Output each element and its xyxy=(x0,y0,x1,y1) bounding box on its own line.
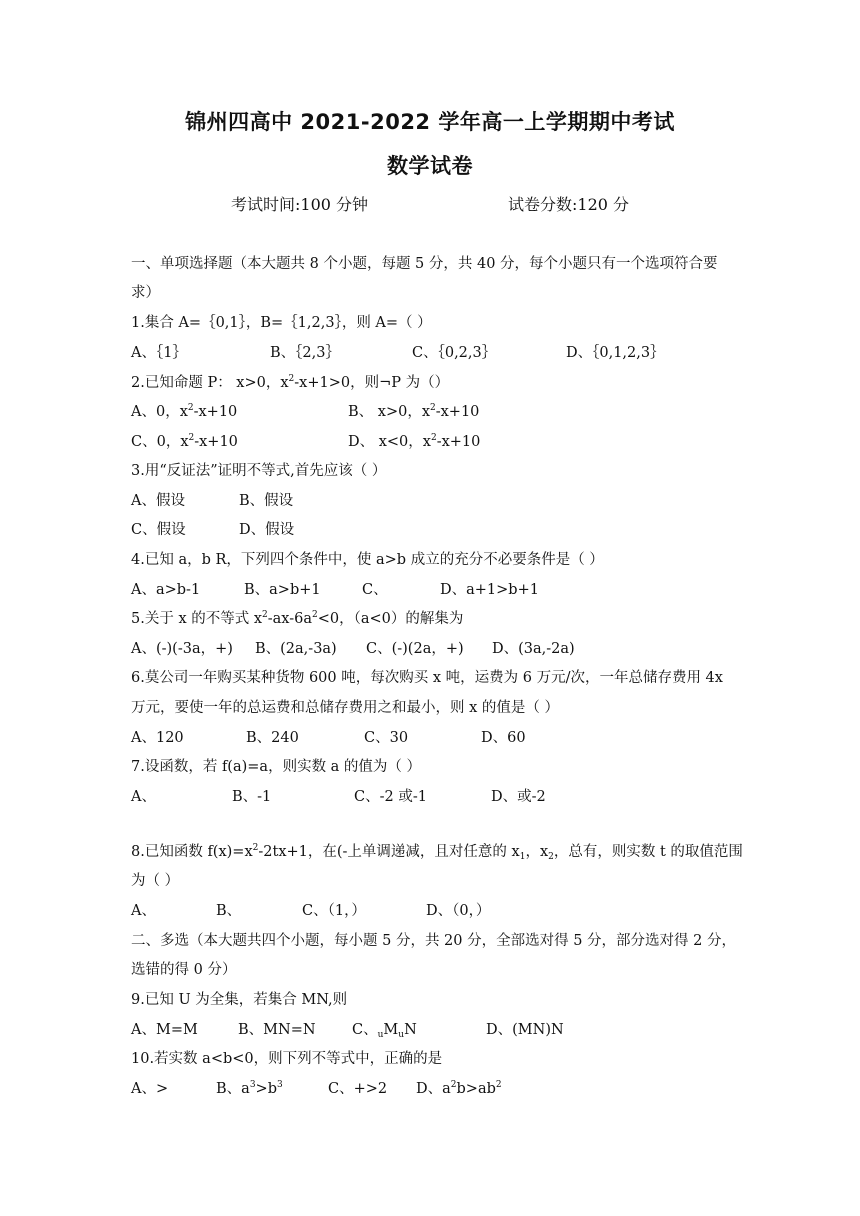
q7-option-d: D、或-2 xyxy=(491,789,546,805)
q2-option-b: B、 x>0，$x^2-x+10$ xyxy=(348,403,480,420)
q1-option-b: B、｛2,3｝ xyxy=(270,345,340,361)
q10-option-c: C、+>2 xyxy=(328,1081,388,1097)
q6-option-b: B、240 xyxy=(246,730,299,746)
q1-option-c: C、｛0,2,3｝ xyxy=(412,345,497,361)
q7-stem: 7.设函数，若 f(a)=a，则实数 a 的值为（ ） xyxy=(131,759,422,775)
q10-stem: 10.若实数 a<b<0，则下列不等式中，正确的是 xyxy=(131,1051,443,1067)
section1-heading: 一、单项选择题（本大题共 8 个小题，每题 5 分，共 40 分，每个小题只有一个选项符合要 xyxy=(131,256,718,272)
q2-stem: 2.已知命题 P： x>0，$x^2-x+1>0$，则¬P 为（） xyxy=(131,374,450,391)
q2-option-d: D、 x<0，$x^2-x+10$ xyxy=(348,433,481,450)
q7-option-c: C、-2 或-1 xyxy=(354,789,427,805)
q1-option-d: D、｛0,1,2,3｝ xyxy=(566,345,665,361)
q4-option-d: D、a+1>b+1 xyxy=(440,582,539,598)
q10-option-b: B、$a^3>b^3$ xyxy=(216,1080,283,1097)
section2-heading: 二、多选（本大题共四个小题，每小题 5 分，共 20 分，全部选对得 5 分，部分选对得 2 分， xyxy=(131,933,736,949)
q10-option-a: A、> xyxy=(131,1081,169,1097)
q6-option-c: C、30 xyxy=(364,730,409,746)
q8-stem: 8.已知函数 $f(x)=x^2-2tx+1$，在(-上单调递减，且对任意的 $x_1$，$x_2$，总有，则实数 t 的取值范围 xyxy=(131,843,743,862)
q6-option-a: A、120 xyxy=(131,730,184,746)
q9-option-a: A、M=M xyxy=(131,1022,198,1038)
exam-score: 试卷分数:120 分 xyxy=(508,195,630,214)
q4-option-c: C、 xyxy=(362,582,388,598)
q8-option-c: C、（1，） xyxy=(302,903,366,919)
q9-stem: 9.已知 U 为全集，若集合 MN,则 xyxy=(131,992,348,1008)
q3-stem: 3.用“反证法”证明不等式,首先应该（ ） xyxy=(131,463,387,479)
q8-option-b: B、 xyxy=(216,903,242,919)
section2-heading-cont: 选错的得 0 分） xyxy=(131,962,237,978)
q3-option-b: B、假设 xyxy=(239,493,294,509)
q3-option-a: A、假设 xyxy=(131,493,185,509)
q7-option-b: B、-1 xyxy=(232,789,272,805)
q8-option-a: A、 xyxy=(131,903,156,919)
q5-option-d: D、(3a,-2a) xyxy=(492,641,575,657)
exam-time: 考试时间:100 分钟 xyxy=(231,195,369,214)
q3-option-c: C、假设 xyxy=(131,522,186,538)
q5-stem: 5.关于 x 的不等式 $x^2-ax-6a^2<0$，（a<0）的解集为 xyxy=(131,610,464,627)
q9-option-b: B、MN=N xyxy=(238,1022,316,1038)
q8-stem-cont: 为（ ） xyxy=(131,873,180,889)
q4-option-b: B、a>b+1 xyxy=(244,582,321,598)
q4-option-a: A、a>b-1 xyxy=(131,582,201,598)
q7-option-a: A、 xyxy=(131,789,156,805)
q5-option-b: B、(2a,-3a) xyxy=(255,641,337,657)
q1-stem: 1.集合 A=｛0,1｝，B=｛1,2,3｝，则 A=（ ） xyxy=(131,315,432,331)
q2-option-a: A、0，$x^2-x+10$ xyxy=(131,403,238,420)
exam-title: 锦州四高中 2021-2022 学年高一上学期期中考试 xyxy=(185,110,675,134)
q9-option-d: D、(MN)N xyxy=(486,1022,564,1038)
q3-option-d: D、假设 xyxy=(239,522,295,538)
q5-option-c: C、(-)(2a，+) xyxy=(366,641,464,657)
q9-option-c: C、$_uM_uN$ xyxy=(352,1022,417,1040)
q6-option-d: D、60 xyxy=(481,730,526,746)
q10-option-d: D、$a^2b>ab^2$ xyxy=(416,1080,502,1097)
q5-option-a: A、(-)(-3a，+) xyxy=(131,641,233,657)
q4-stem: 4.已知 a，b R，下列四个条件中，使 a>b 成立的充分不必要条件是（ ） xyxy=(131,552,604,568)
q6-stem: 6.莫公司一年购买某种货物 600 吨，每次购买 x 吨，运费为 6 万元/次，一年总储存费用 4x xyxy=(131,670,723,686)
q6-stem-cont: 万元，要使一年的总运费和总储存费用之和最小，则 x 的值是（ ） xyxy=(131,700,560,716)
q1-option-a: A、｛1｝ xyxy=(131,345,187,361)
section1-heading-cont: 求） xyxy=(131,285,160,301)
exam-subtitle: 数学试卷 xyxy=(387,154,473,178)
q8-option-d: D、（0，） xyxy=(426,903,491,919)
q2-option-c: C、0，$x^2-x+10$ xyxy=(131,433,238,450)
